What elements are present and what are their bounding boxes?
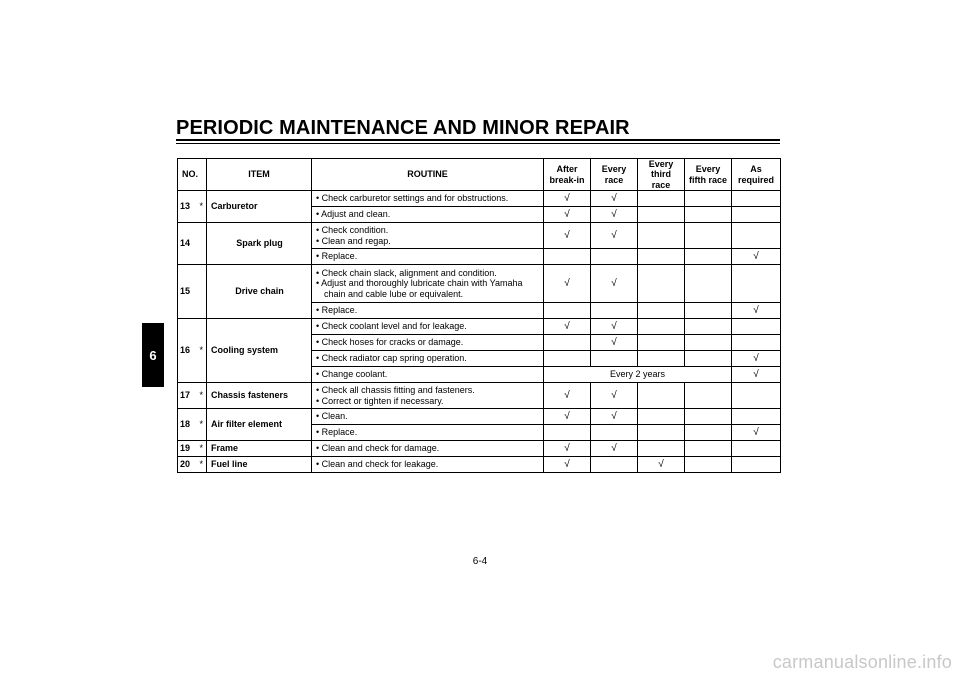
check-mark: √ — [732, 351, 781, 367]
table-row — [178, 441, 781, 457]
routine-text: • Clean and check for damage. — [312, 441, 544, 457]
check-mark: √ — [591, 191, 638, 207]
title-rule — [176, 139, 780, 141]
check-mark: √ — [544, 409, 591, 425]
star-mark: * — [197, 441, 207, 457]
routine-text: • Check coolant level and for leakage. — [312, 319, 544, 335]
routine-text: • Adjust and clean. — [312, 207, 544, 223]
maintenance-table — [177, 158, 781, 473]
star-mark: * — [197, 191, 207, 223]
check-mark: √ — [591, 223, 638, 249]
table-row — [178, 191, 781, 207]
column-header-every-third-race: Every third race — [638, 159, 685, 191]
check-mark: √ — [544, 223, 591, 249]
check-mark: √ — [544, 457, 591, 473]
column-header-every-fifth-race: Every fifth race — [685, 159, 732, 191]
check-mark: √ — [638, 457, 685, 473]
chapter-tab — [142, 323, 164, 387]
routine-text: • Clean. — [312, 409, 544, 425]
row-number: 17 — [178, 383, 197, 409]
page-title: PERIODIC MAINTENANCE AND MINOR REPAIR — [176, 117, 630, 139]
title-rule-thin — [176, 143, 780, 144]
routine-line: • Correct or tighten if necessary. — [316, 395, 444, 406]
column-header-as-required: As required — [732, 159, 781, 191]
star-mark: * — [197, 457, 207, 473]
check-mark: √ — [591, 319, 638, 335]
table-row — [178, 409, 781, 425]
table-row — [178, 383, 781, 409]
row-number: 14 — [178, 223, 197, 265]
column-header-item: ITEM — [207, 159, 312, 191]
routine-line: • Check chain slack, alignment and condition. — [316, 268, 497, 279]
column-header-after-break-in: After break-in — [544, 159, 591, 191]
item-name: Spark plug — [207, 223, 312, 265]
check-mark: √ — [544, 207, 591, 223]
check-mark: √ — [544, 441, 591, 457]
column-header-routine: ROUTINE — [312, 159, 544, 191]
routine-line: • Check condition. — [316, 225, 389, 236]
check-mark: √ — [544, 191, 591, 207]
check-mark: √ — [591, 441, 638, 457]
column-header-every-race: Every race — [591, 159, 638, 191]
routine-text — [312, 383, 544, 409]
row-number: 13 — [178, 191, 197, 223]
check-mark: √ — [732, 303, 781, 319]
routine-text: • Replace. — [312, 425, 544, 441]
routine-text — [312, 223, 544, 249]
item-name: Drive chain — [207, 265, 312, 319]
row-number: 15 — [178, 265, 197, 319]
row-number: 20 — [178, 457, 197, 473]
watermark: carmanualsonline.info — [772, 652, 952, 672]
routine-text: • Replace. — [312, 303, 544, 319]
table-row — [178, 223, 781, 249]
check-mark: √ — [732, 249, 781, 265]
item-name: Fuel line — [207, 457, 312, 473]
star-mark: * — [197, 383, 207, 409]
row-number: 19 — [178, 441, 197, 457]
check-mark: √ — [591, 335, 638, 351]
routine-text: • Change coolant. — [312, 367, 544, 383]
star-mark: * — [197, 409, 207, 441]
item-name: Cooling system — [207, 319, 312, 383]
table-row — [178, 265, 781, 303]
check-mark: √ — [544, 319, 591, 335]
check-mark: √ — [544, 265, 591, 303]
item-name: Chassis fasteners — [207, 383, 312, 409]
check-mark: √ — [591, 207, 638, 223]
item-name: Carburetor — [207, 191, 312, 223]
check-mark: √ — [591, 409, 638, 425]
routine-text: • Check radiator cap spring operation. — [312, 351, 544, 367]
check-mark: √ — [732, 367, 781, 383]
chapter-number: 6 — [149, 347, 157, 363]
check-mark: √ — [732, 425, 781, 441]
check-mark: √ — [544, 383, 591, 409]
routine-text — [312, 265, 544, 303]
check-mark: √ — [591, 383, 638, 409]
routine-line: chain and cable lube or equivalent. — [324, 288, 464, 299]
routine-line: • Check all chassis fitting and fasteners. — [316, 385, 475, 396]
row-number: 18 — [178, 409, 197, 441]
routine-text: • Check hoses for cracks or damage. — [312, 335, 544, 351]
table-row — [178, 319, 781, 335]
routine-line: • Adjust and thoroughly lubricate chain with Yamaha — [316, 278, 523, 289]
table-row — [178, 457, 781, 473]
routine-text: • Replace. — [312, 249, 544, 265]
interval-text: Every 2 years — [544, 367, 732, 383]
item-name: Frame — [207, 441, 312, 457]
page-number: 6-4 — [472, 556, 488, 567]
routine-line: • Clean and regap. — [316, 235, 391, 246]
star-mark: * — [197, 319, 207, 383]
routine-text: • Clean and check for leakage. — [312, 457, 544, 473]
item-name: Air filter element — [207, 409, 312, 441]
column-header-no: NO. — [178, 159, 207, 191]
table-header-row — [178, 159, 781, 191]
routine-text: • Check carburetor settings and for obstructions. — [312, 191, 544, 207]
row-number: 16 — [178, 319, 197, 383]
check-mark: √ — [591, 265, 638, 303]
